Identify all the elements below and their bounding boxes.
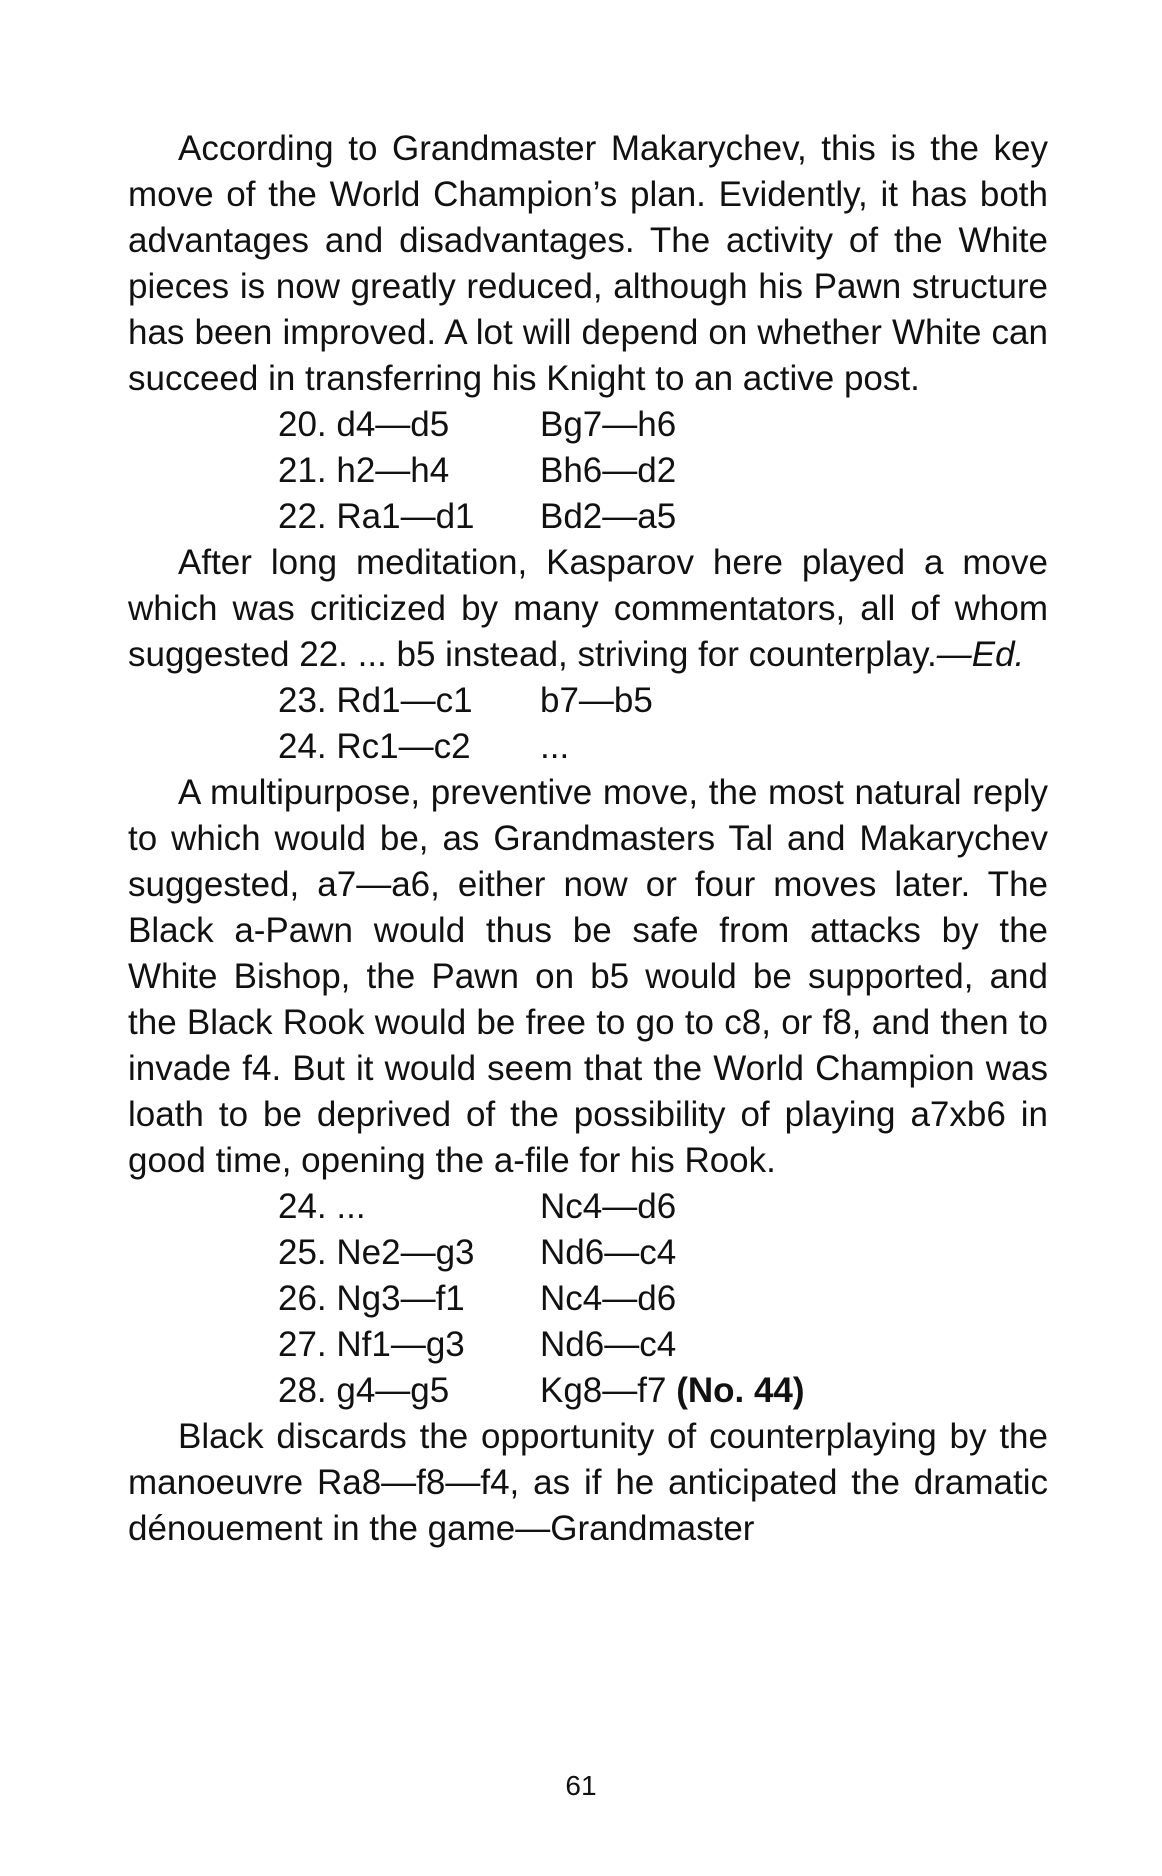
black-move xyxy=(540,1371,805,1411)
move-row xyxy=(128,494,1048,540)
paragraph-3: A multipurpose, preventive move, the most natural reply to which would be, as Grandmasters Tal and Makarychev suggested, a7—a6, either now or four moves later. The Black a-Pawn would thus be safe from attacks by the White Bishop, the Pawn on b5 would be supported, and the Black Rook would be free to go to c8, or f8, and then to invade f4. But it would seem that the World Champion was loath to be deprived of the possibility of playing a7xb6 in good time, opening the a-file for his Rook. xyxy=(128,773,1048,1180)
move-row xyxy=(128,402,1048,448)
black-move: Bh6—d2 xyxy=(540,451,677,490)
white-move: 25. Ne2—g3 xyxy=(278,1233,475,1272)
move-row xyxy=(128,724,1048,770)
move-row xyxy=(128,1276,1048,1322)
black-move: Nc4—d6 xyxy=(540,1187,677,1226)
black-move: ... xyxy=(540,727,570,766)
white-move: 24. Rc1—c2 xyxy=(278,727,471,766)
move-list-1 xyxy=(128,402,1048,540)
move-row xyxy=(128,1368,1048,1414)
black-move: Nc4—d6 xyxy=(540,1279,677,1318)
page-text xyxy=(128,126,1048,1552)
black-move: Nd6—c4 xyxy=(540,1233,677,1272)
move-row xyxy=(128,1230,1048,1276)
paragraph-2-text: After long meditation, Kasparov here played a move which was criticized by many commentators, all of whom suggested 22. ... b5 instead, striving for counterplay. xyxy=(128,543,1048,674)
move-row xyxy=(128,1322,1048,1368)
page-number: 61 xyxy=(565,1770,597,1801)
black-move: b7—b5 xyxy=(540,681,653,720)
white-move: 21. h2—h4 xyxy=(278,451,450,490)
black-move: Nd6—c4 xyxy=(540,1325,677,1364)
white-move: 28. g4—g5 xyxy=(278,1371,450,1410)
paragraph-2 xyxy=(128,540,1048,678)
white-move: 26. Ng3—f1 xyxy=(278,1279,465,1318)
white-move: 23. Rd1—c1 xyxy=(278,681,473,720)
diagram-reference: (No. 44) xyxy=(676,1371,805,1410)
black-move: Bg7—h6 xyxy=(540,405,677,444)
move-row xyxy=(128,1184,1048,1230)
move-list-3 xyxy=(128,1184,1048,1414)
black-move-text: Kg8—f7 xyxy=(540,1371,667,1410)
paragraph-4: Black discards the opportunity of counterplaying by the manoeuvre Ra8—f8—f4, as if he anticipated the dramatic dénouement in the game—Grandmaster xyxy=(128,1417,1048,1548)
white-move: 20. d4—d5 xyxy=(278,405,450,444)
black-move: Bd2—a5 xyxy=(540,497,677,536)
editor-note: —Ed. xyxy=(936,635,1025,674)
move-row xyxy=(128,678,1048,724)
white-move: 27. Nf1—g3 xyxy=(278,1325,465,1364)
move-list-2 xyxy=(128,678,1048,770)
white-move: 24. ... xyxy=(278,1187,366,1226)
paragraph-1: According to Grandmaster Makarychev, this is the key move of the World Champion’s plan. Evidently, it has both advantages and disadvantages. The activity of the White pieces is now greatly reduced, although his Pawn structure has been improved. A lot will depend on whether White can succeed in transferring his Knight to an active post. xyxy=(128,129,1048,398)
white-move: 22. Ra1—d1 xyxy=(278,497,475,536)
move-row xyxy=(128,448,1048,494)
